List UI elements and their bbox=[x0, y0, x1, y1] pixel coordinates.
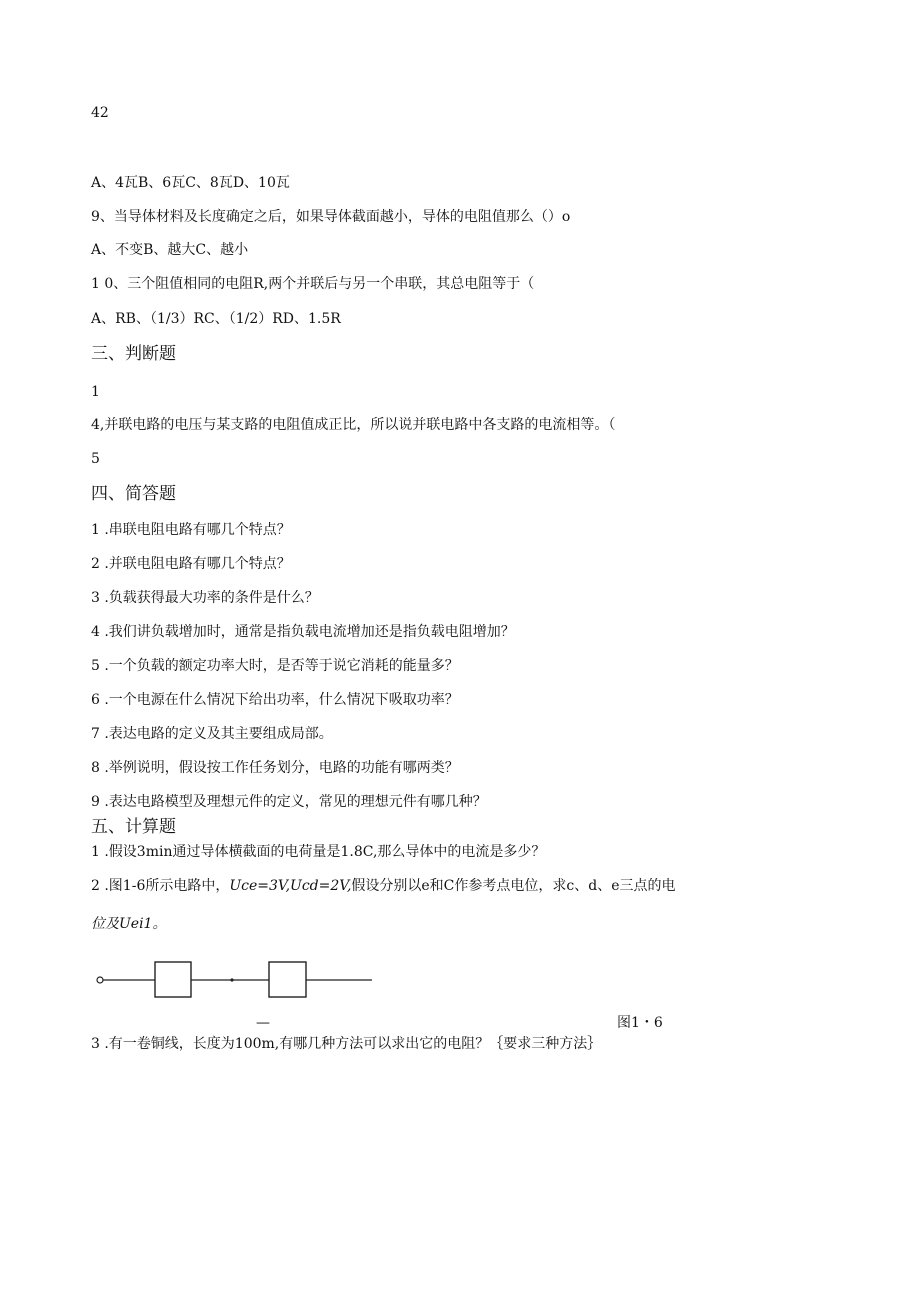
junction-node bbox=[230, 978, 233, 981]
q2-text-end: 假设分别以e和C作参考点电位，求c、d、e三点的电 bbox=[351, 878, 676, 894]
section5-question-3: 3 .有一卷铜线，长度为100m,有哪几种方法可以求出它的电阻？｛要求三种方法｝ bbox=[91, 1036, 602, 1052]
terminal-node bbox=[97, 977, 103, 983]
section4-item-6: 6 .一个电源在什么情况下给出功率，什么情况下吸取功率？ bbox=[91, 692, 459, 708]
section4-item-9: 9 .表达电路模型及理想元件的定义，常见的理想元件有哪几种？ bbox=[91, 794, 487, 810]
q10-stem: 1 0、三个阻值相同的电阻R,两个并联后与另一个串联，其总电阻等于（ bbox=[91, 276, 535, 292]
q10-options: A、RB、（1/3）RC、（1/2）RD、1.5R bbox=[91, 311, 341, 327]
section3-line-5: 5 bbox=[91, 451, 100, 467]
section4-heading: 四、简答题 bbox=[91, 484, 176, 504]
section4-item-3: 3 .负载获得最大功率的条件是什么？ bbox=[91, 590, 319, 606]
section4-item-7: 7 .表达电路的定义及其主要组成局部。 bbox=[91, 726, 333, 742]
circuit-figure-1-6 bbox=[95, 958, 380, 1002]
q8-options: A、4瓦B、6瓦C、8瓦D、10瓦 bbox=[91, 175, 290, 191]
q9-stem: 9、当导体材料及长度确定之后，如果导体截面越小，导体的电阻值那么（）o bbox=[91, 209, 571, 225]
q2-formula: Uce=3V,Ucd=2V, bbox=[229, 878, 352, 894]
section4-item-8: 8 .举例说明，假设按工作任务划分，电路的功能有哪两类？ bbox=[91, 760, 459, 776]
section5-question-2 bbox=[91, 877, 675, 895]
q9-options: A、不变B、越大C、越小 bbox=[91, 242, 249, 258]
section5-heading: 五、计算题 bbox=[91, 817, 176, 837]
element-box-1 bbox=[155, 962, 191, 997]
figure-dash: — bbox=[256, 1015, 270, 1031]
section3-question-4: 4,并联电路的电压与某支路的电阻值成正比，所以说并联电路中各支路的电流相等。（ bbox=[91, 417, 616, 433]
section3-heading: 三、判断题 bbox=[91, 344, 176, 364]
section3-line-1: 1 bbox=[91, 384, 100, 400]
q2-line2-text: 位及 bbox=[91, 916, 119, 932]
section5-question-2-line-2 bbox=[91, 915, 166, 933]
section4-item-2: 2 .并联电阻电路有哪几个特点？ bbox=[91, 556, 291, 572]
figure-label: 图1・6 bbox=[617, 1015, 663, 1031]
element-box-2 bbox=[269, 962, 306, 997]
section5-question-1: 1 .假设3min通过导体横截面的电荷量是1.8C,那么导体中的电流是多少？ bbox=[91, 844, 546, 860]
section4-item-5: 5 .一个负载的额定功率大时，是否等于说它消耗的能量多？ bbox=[91, 658, 459, 674]
q2-line2-formula: Uei1。 bbox=[119, 916, 167, 932]
section4-item-4: 4 .我们讲负载增加时，通常是指负载电流增加还是指负载电阻增加？ bbox=[91, 624, 515, 640]
section4-item-1: 1 .串联电阻电路有哪几个特点？ bbox=[91, 522, 291, 538]
page-number: 42 bbox=[91, 105, 109, 121]
q2-text-start: 2 .图1-6所示电路中， bbox=[91, 878, 230, 894]
